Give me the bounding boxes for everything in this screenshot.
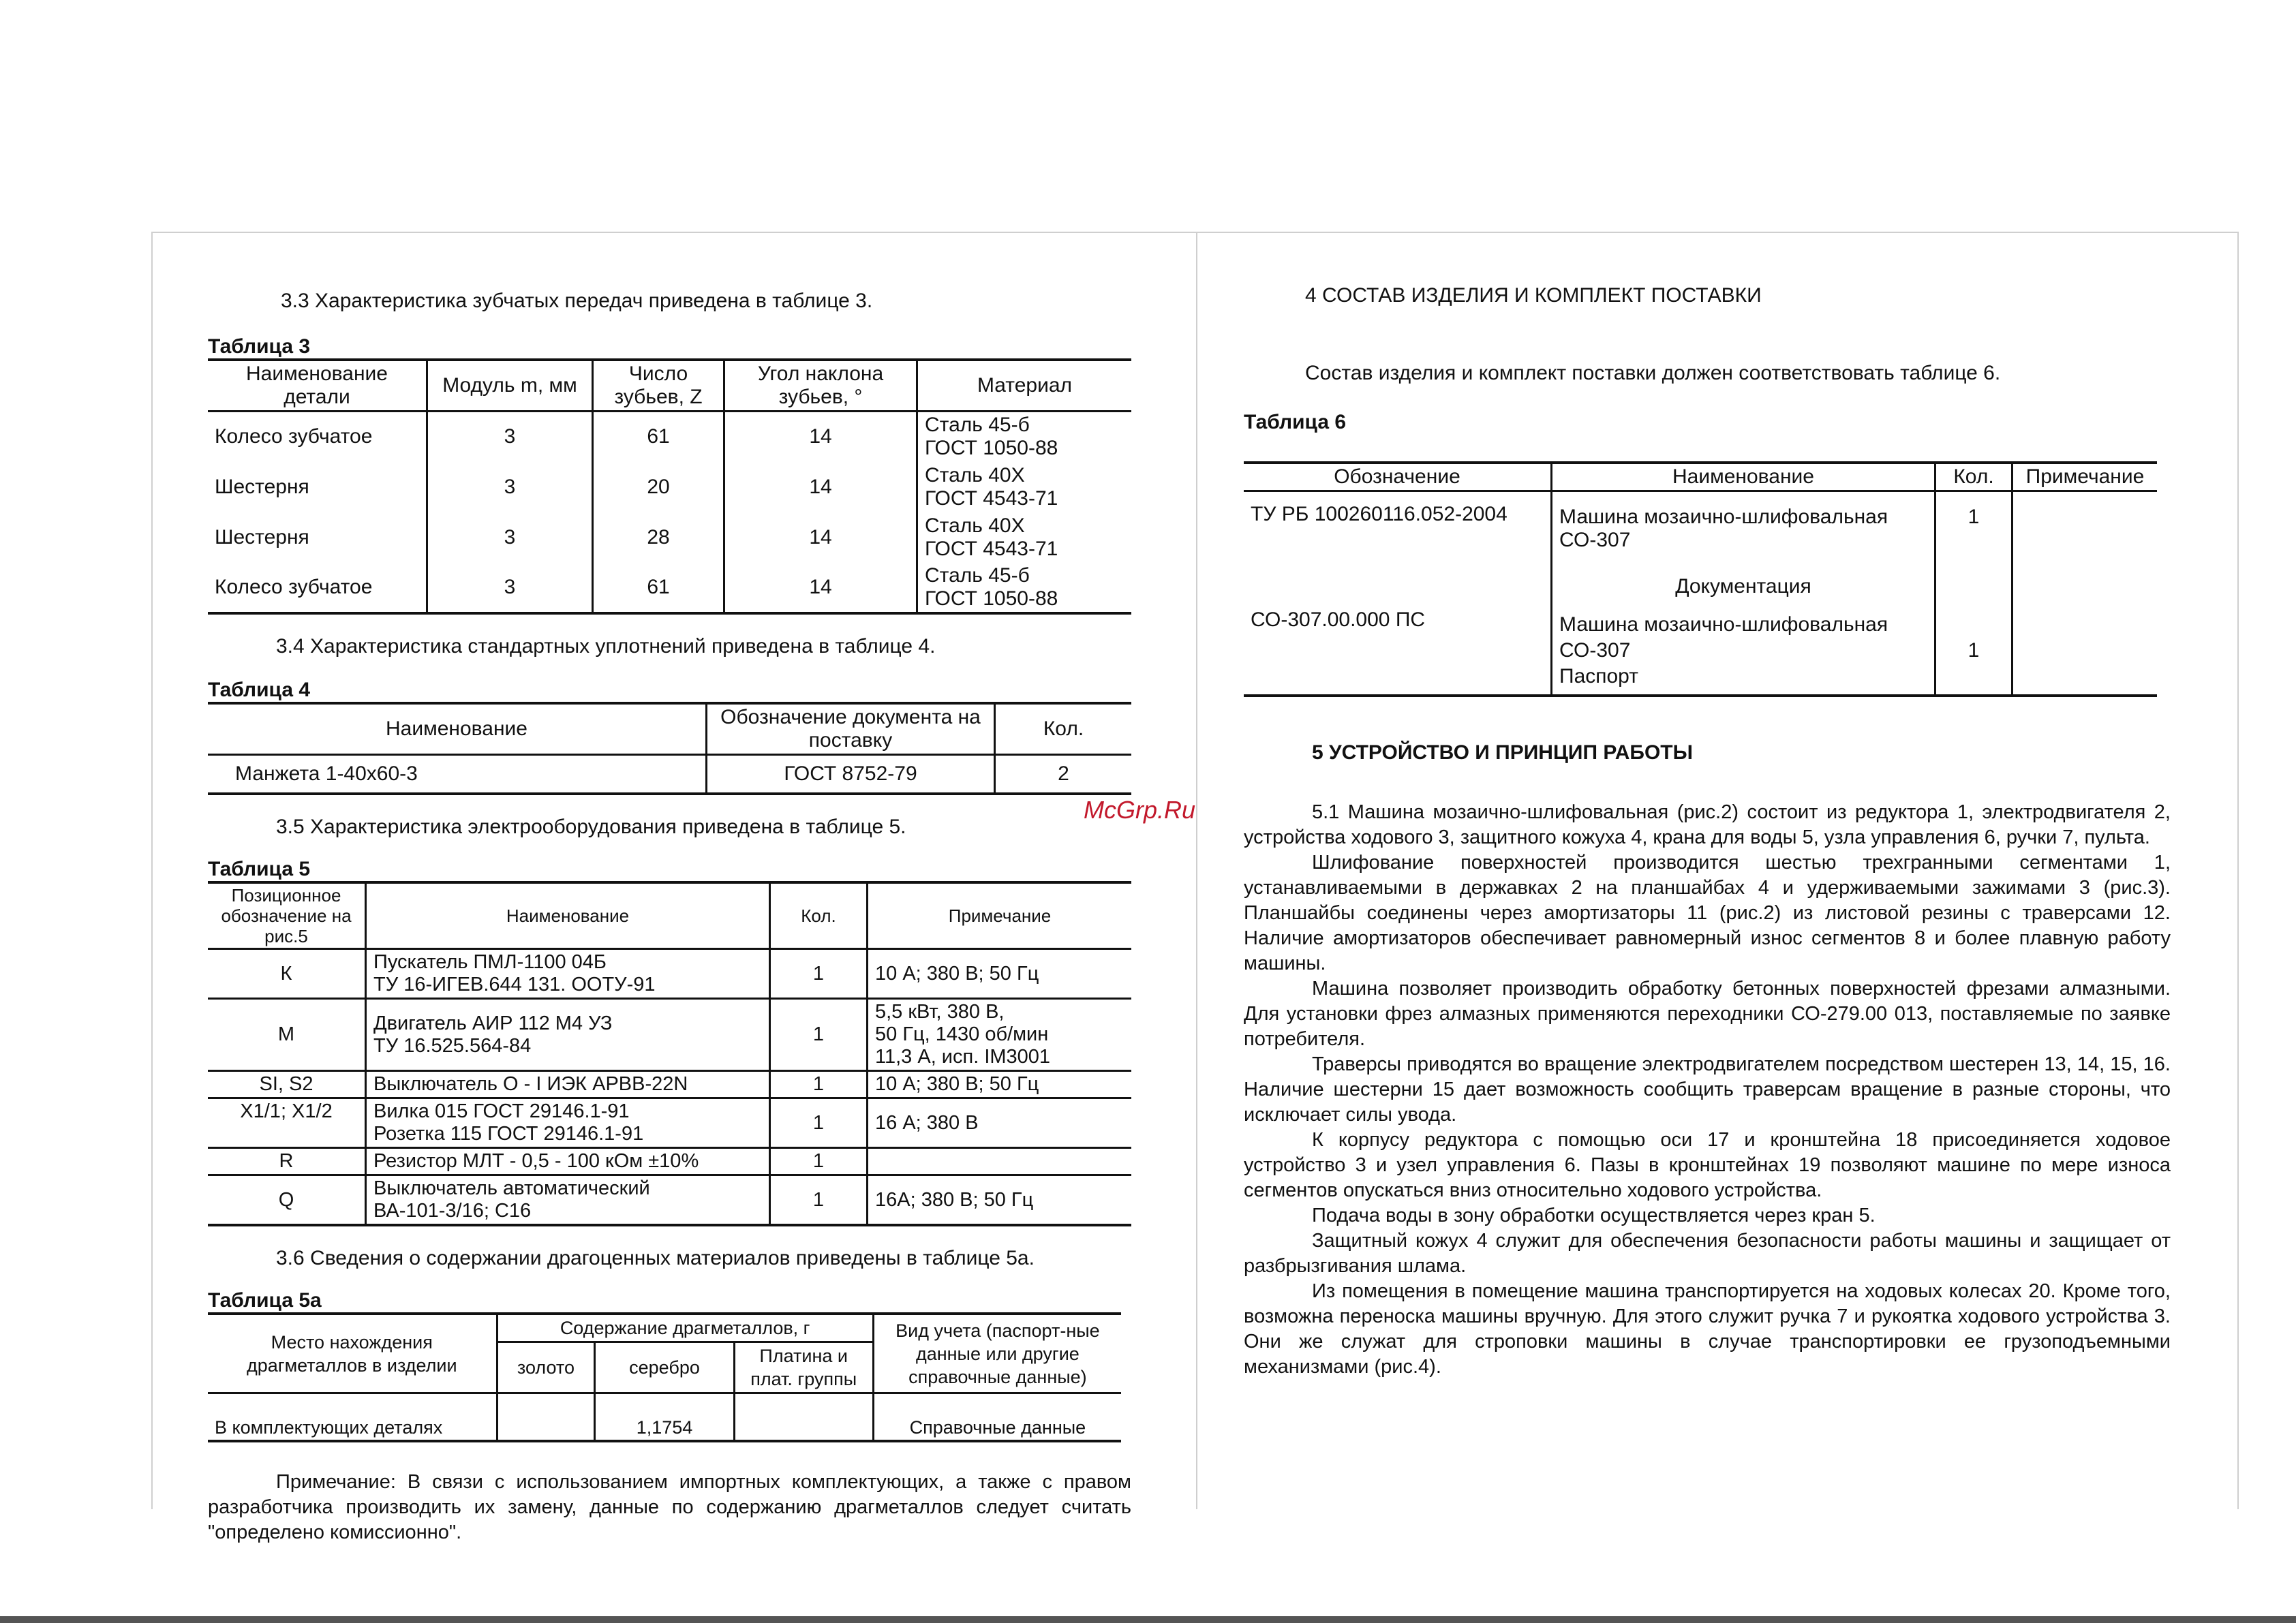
section-4-heading: 4 СОСТАВ ИЗДЕЛИЯ И КОМПЛЕКТ ПОСТАВКИ <box>1305 284 1762 307</box>
table-6 <box>1244 461 2157 697</box>
left-page <box>208 235 1131 1545</box>
paragraph: Из помещения в помещение машина транспортируется на ходовых колесах 20. Кроме того, возможна переноска машины вручную. Для этого служит ручка 7 и рукоятка ходового устройства 3. Они же служат для строповки машины в случае транспортировки ее грузоподъемными механизмами (рис.4). <box>1244 1280 2171 1378</box>
table-row <box>208 754 1131 794</box>
table-row <box>208 1071 1131 1098</box>
item-spec: ТУ 16.525.564-84 <box>373 1034 532 1057</box>
table-6-caption: Таблица 6 <box>1244 411 1347 433</box>
item-name: Вилка 015 ГОСТ 29146.1-91 <box>373 1100 630 1122</box>
item-name: Двигатель АИР 112 М4 УЗ <box>373 1012 613 1034</box>
cell: 16А; 380 В; 50 Гц <box>868 1175 1132 1226</box>
table-3 <box>208 358 1131 615</box>
cell <box>868 999 1132 1071</box>
table-5a-header-content: Содержание драгметаллов, г <box>497 1314 873 1342</box>
cell: СО-307.00.000 ПС <box>1251 608 1426 631</box>
table-5a-header-silver: серебро <box>595 1342 734 1393</box>
cell: Выключатель О - I ИЭК АРВВ-22N <box>366 1071 770 1098</box>
cell: 2 <box>995 754 1132 794</box>
table-5-header: Наименование <box>366 882 770 949</box>
cell: 14 <box>724 563 917 613</box>
cell: 14 <box>724 462 917 512</box>
page-frame-divider <box>1196 232 1197 1509</box>
section-3-4-heading: 3.4 Характеристика стандартных уплотнений приведена в таблице 4. <box>276 634 936 658</box>
cell <box>366 1098 770 1148</box>
material: Сталь 45-б <box>925 414 1030 437</box>
section-3-5-heading: 3.5 Характеристика электрооборудования приведена в таблице 5. <box>276 816 906 838</box>
cell <box>366 1175 770 1226</box>
table-row <box>1244 607 2157 696</box>
item-doc: Паспорт <box>1559 664 1638 687</box>
material-standard: ГОСТ 1050-88 <box>925 587 1058 610</box>
cell: Справочные данные <box>873 1393 1121 1441</box>
table-row <box>208 1175 1131 1226</box>
item-model: СО-307 <box>1559 638 1631 662</box>
note-line: 11,3 А, исп. IM3001 <box>875 1046 1051 1068</box>
cell <box>1552 607 1935 696</box>
table-5 <box>208 881 1131 1226</box>
paragraph: Защитный кожух 4 служит для обеспечения безопасности работы машины и защищает от разбрызгивания шлама. <box>1244 1229 2171 1277</box>
right-page <box>1244 235 2171 1380</box>
table-5-header: Кол. <box>770 882 868 949</box>
item-spec: ВА-101-3/16; С16 <box>373 1200 532 1222</box>
bottom-border <box>0 1616 2296 1623</box>
cell: 1 <box>770 1071 868 1098</box>
table-3-header: Наименование детали <box>246 362 388 408</box>
table-row <box>208 999 1131 1071</box>
cell: Шестерня <box>215 525 309 548</box>
table-3-header: Модуль m, мм <box>427 360 593 412</box>
paragraph: Машина позволяет производить обработку бетонных поверхностей фрезами алмазными. Для установки фрез алмазных применяются переходники СО-279.00 013, поставляемые по заявке потребителя. <box>1244 977 2171 1050</box>
cell <box>366 949 770 999</box>
cell <box>1552 491 1935 566</box>
cell <box>366 999 770 1071</box>
item-name: Машина мозаично-шлифовальная <box>1559 506 1888 528</box>
cell: К <box>280 962 292 985</box>
cell: Колесо зубчатое <box>215 575 373 598</box>
table-row <box>208 1098 1131 1148</box>
table-6-header: Обозначение <box>1334 465 1460 488</box>
cell <box>2012 566 2158 607</box>
table-4-header: Наименование <box>386 717 527 740</box>
paragraph: 5.1 Машина мозаично-шлифовальная (рис.2) состоит из редуктора 1, электродвигателя 2, устройства ходового 3, защитного кожуха 4, крана для воды 5, узла управления 6, ручки 7, пульта. <box>1244 801 2171 848</box>
paragraph: К корпусу редуктора с помощью оси 17 и кронштейна 18 присоединяется ходовое устройство 3 и узел управления 6. Пазы в кронштейнах 19 позволяют машине по мере износа сегментов опускаться вниз относительно ходового устройства. <box>1244 1128 2171 1201</box>
table-5a-note: Примечание: В связи с использованием импортных комплектующих, а также с правом разработчика производить их замену, данные по содержанию драгметаллов следует считать "определено комиссионно". <box>208 1470 1131 1543</box>
cell: 1 <box>770 999 868 1071</box>
table-row <box>208 1148 1131 1175</box>
cell: 1 <box>770 1175 868 1226</box>
material: Сталь 40Х <box>925 463 1025 486</box>
table-row <box>208 949 1131 999</box>
cell: Манжета 1-40х60-3 <box>235 762 418 785</box>
cell <box>917 563 1132 613</box>
page-frame-right <box>2237 232 2239 1509</box>
table-5-caption: Таблица 5 <box>208 858 311 880</box>
cell: 1 <box>1935 607 2012 696</box>
table-4-header: Обозначение документа на поставку <box>707 703 995 755</box>
table-row <box>1244 566 2157 607</box>
cell: 28 <box>593 512 724 563</box>
table-row <box>208 462 1131 512</box>
note-line: 5,5 кВт, 380 В, <box>875 1001 1005 1023</box>
cell <box>2012 607 2158 696</box>
cell: 3 <box>427 563 593 613</box>
cell: 1 <box>770 1098 868 1148</box>
cell <box>868 1148 1132 1175</box>
table-6-header: Кол. <box>1935 463 2012 491</box>
item-name: Пускатель ПМЛ-1100 04Б <box>373 951 607 973</box>
table-row <box>208 563 1131 613</box>
table-3-caption: Таблица 3 <box>208 335 311 358</box>
section-5-body <box>1244 800 2171 1380</box>
watermark: McGrp.Ru <box>1084 796 1196 824</box>
cell: Шестерня <box>215 475 309 498</box>
material: Сталь 40Х <box>925 514 1025 537</box>
cell: ТУ РБ 100260116.052-2004 <box>1251 503 1507 525</box>
table-3-header: Угол наклона зубьев, ° <box>724 360 917 412</box>
material-standard: ГОСТ 4543-71 <box>925 486 1058 510</box>
cell <box>734 1393 873 1441</box>
cell: 3 <box>427 462 593 512</box>
cell: 20 <box>593 462 724 512</box>
section-3-6-heading: 3.6 Сведения о содержании драгоценных материалов приведены в таблице 5а. <box>276 1247 1035 1269</box>
cell: 14 <box>724 512 917 563</box>
section-3-3-heading: 3.3 Характеристика зубчатых передач приведена в таблице 3. <box>281 290 873 312</box>
table-6-header: Наименование <box>1552 463 1935 491</box>
cell: 3 <box>427 512 593 563</box>
cell: 1,1754 <box>595 1393 734 1441</box>
cell: 14 <box>724 412 917 462</box>
cell: 61 <box>593 412 724 462</box>
page-frame-top <box>151 232 2239 233</box>
cell <box>1935 566 2012 607</box>
cell: 1 <box>770 949 868 999</box>
cell: 10 А; 380 В; 50 Гц <box>868 1071 1132 1098</box>
table-5a-header-place: Место нахождения драгметаллов в изделии <box>208 1314 497 1393</box>
item-spec: ТУ 16-ИГЕВ.644 131. ООТУ-91 <box>373 974 656 995</box>
cell: 1 <box>770 1148 868 1175</box>
table-4-caption: Таблица 4 <box>208 678 311 701</box>
material-standard: ГОСТ 4543-71 <box>925 537 1058 560</box>
material-standard: ГОСТ 1050-88 <box>925 437 1058 460</box>
table-5a-header-type: Вид учета (паспорт-ные данные или другие справочные данные) <box>873 1314 1121 1393</box>
section-4-text: Состав изделия и комплект поставки должен соответствовать таблице 6. <box>1305 362 2001 384</box>
table-3-header: Материал <box>917 360 1132 412</box>
cell: М <box>277 1023 295 1045</box>
item-name: Выключатель автоматический <box>373 1177 650 1199</box>
cell <box>917 412 1132 462</box>
cell: 1 <box>1935 491 2012 566</box>
table-4-header: Кол. <box>995 703 1132 755</box>
cell <box>497 1393 595 1441</box>
cell: ГОСТ 8752-79 <box>707 754 995 794</box>
paragraph: Шлифование поверхностей производится шестью трехгранными сегментами 1, устанавливаемыми в державках 2 на планшайбах 4 и удерживаемыми зажимами 3 (рис.3). Планшайбы соединены через амортизаторы 11 (рис.2) из листовой резины с траверсами 12. Наличие амортизаторов обеспечивает равномерный износ сегментов 8 и более плавную работу машины. <box>1244 851 2171 974</box>
cell: Q <box>278 1188 294 1211</box>
cell: Колесо зубчатое <box>215 425 373 448</box>
cell: 10 А; 380 В; 50 Гц <box>868 949 1132 999</box>
cell <box>2012 491 2158 566</box>
cell: Х1/1; Х1/2 <box>240 1100 333 1122</box>
table-4 <box>208 702 1131 796</box>
table-row <box>208 1393 1121 1441</box>
cell: Документация <box>1552 566 1935 607</box>
paragraph: Траверсы приводятся во вращение электродвигателем посредством шестерен 13, 14, 15, 16. Наличие шестерни 15 дает возможность сообщить траверсам вращение в разные стороны, что исключает силы увода. <box>1244 1053 2171 1126</box>
page-frame-left <box>151 232 153 1509</box>
table-5a-caption: Таблица 5а <box>208 1289 322 1312</box>
cell: Резистор МЛТ - 0,5 - 100 кОм ±10% <box>366 1148 770 1175</box>
material: Сталь 45-б <box>925 563 1030 587</box>
section-5-heading: 5 УСТРОЙСТВО И ПРИНЦИП РАБОТЫ <box>1312 741 1693 764</box>
cell: 61 <box>593 563 724 613</box>
paragraph: Подача воды в зону обработки осуществляется через кран 5. <box>1312 1204 1876 1226</box>
table-5a-header-platinum: Платина и плат. группы <box>734 1342 873 1393</box>
cell <box>917 512 1132 563</box>
cell: R <box>279 1150 294 1172</box>
table-5-header: Позиционное обозначение на рис.5 <box>221 885 352 946</box>
table-3-header: Число зубьев, Z <box>593 360 724 412</box>
cell <box>917 462 1132 512</box>
cell: В комплектующих деталях <box>215 1417 443 1438</box>
item-spec: Розетка 115 ГОСТ 29146.1-91 <box>373 1123 644 1145</box>
cell <box>1244 566 1552 607</box>
table-5a-header-gold: золото <box>497 1342 595 1393</box>
table-6-header: Примечание <box>2012 463 2158 491</box>
table-5a <box>208 1312 1121 1442</box>
cell: 16 А; 380 В <box>868 1098 1132 1148</box>
table-row <box>1244 491 2157 566</box>
cell: SI, S2 <box>259 1073 313 1095</box>
cell: 3 <box>427 412 593 462</box>
item-model: СО-307 <box>1559 529 1631 551</box>
table-row <box>208 512 1131 563</box>
table-5-header: Примечание <box>868 882 1132 949</box>
table-row <box>208 412 1131 462</box>
item-name: Машина мозаично-шлифовальная <box>1559 613 1888 636</box>
note-line: 50 Гц, 1430 об/мин <box>875 1023 1049 1045</box>
